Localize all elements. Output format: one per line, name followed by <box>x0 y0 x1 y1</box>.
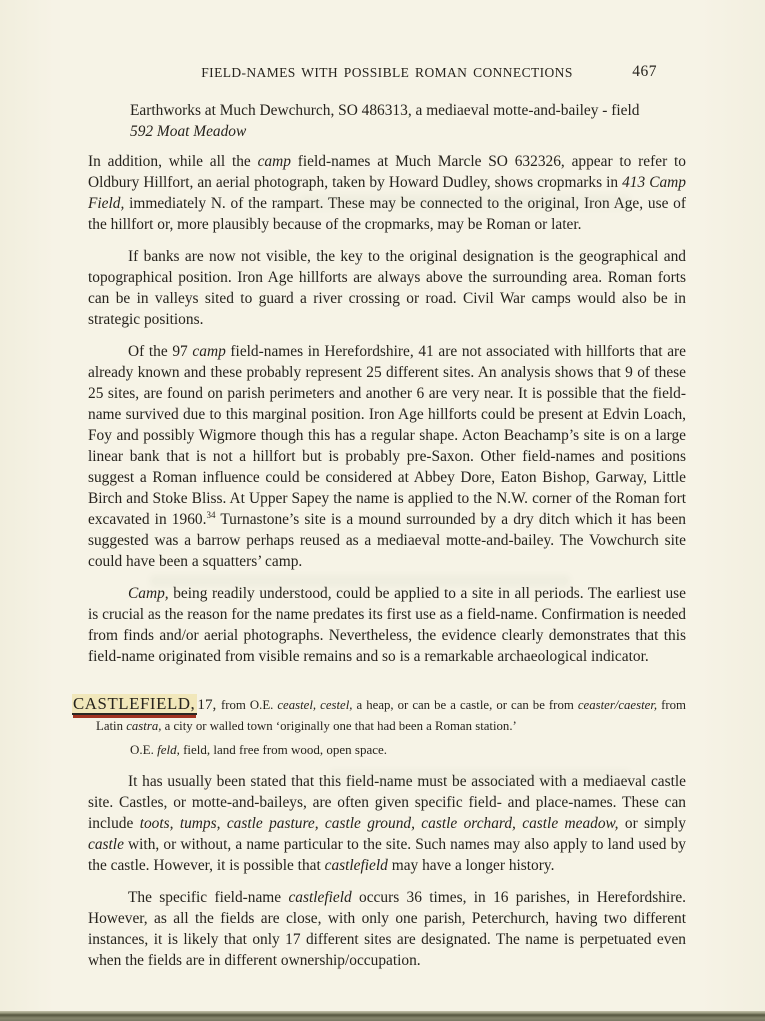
text-segment: In addition, while all the <box>88 153 258 170</box>
text-segment: castlefield <box>288 889 352 906</box>
paragraph <box>88 887 686 971</box>
block-quote <box>130 100 686 142</box>
entry-word: CASTLEFIELD, <box>73 694 196 713</box>
paragraph <box>88 341 686 572</box>
text-segment: from Latin <box>96 698 687 733</box>
text-segment: Turnastone’s site is a mound surrounded by a dry ditch which it has been suggested was a barrow perhaps reused as a mediaeval motte-and-bailey. The Vowchurch site could have been a squatters’ camp. <box>88 511 686 570</box>
text-segment: occurs 36 times, in 16 parishes, in Herefordshire. However, as all the fields are close, with only one parish, Peterchurch, having two different instances, it is likely that only 17 different sites are designated. The name is perpetuated even when the fields are in different ownership/occupation. <box>88 889 687 969</box>
text-segment: being readily understood, could be applied to a site in all periods. The earliest use is crucial as the reason for the name predates its first use as a field-name. Confirmation is needed from finds and/or aerial photographs. Nevertheless, the evidence clearly demonstrates that this field-name originated from visible remains and so is a remarkable archaeological indicator. <box>88 585 686 665</box>
entry-num: 17, <box>197 696 221 713</box>
text-segment: If banks are now not visible, the key to the original designation is the geographical and topographical position. Iron Age hillforts are always above the surrounding area. Roman forts can be in valleys sited to guard a river crossing or road. Civil War camps would also be in strategic positions. <box>88 248 686 328</box>
entry-heading <box>72 693 686 737</box>
text-segment: O.E. <box>130 742 158 757</box>
text-segment: or simply <box>618 815 687 832</box>
page-body <box>73 100 687 971</box>
etymology-note <box>130 740 686 759</box>
text-segment: may have a longer history. <box>387 857 555 874</box>
text-segment: castra, <box>126 719 162 733</box>
text-segment: ceaster/caester, <box>577 698 658 712</box>
text-segment: field-names at Much Marcle SO 632326, appear to refer to Oldbury Hillfort, an aerial photograph, taken by Howard Dudley, shows cropmarks in <box>88 153 686 191</box>
paragraph <box>88 151 686 235</box>
text-segment: 592 Moat Meadow <box>130 123 247 140</box>
footnote-reference: 34 <box>206 509 216 520</box>
text-segment: Camp, <box>128 585 169 602</box>
text-segment: field, land free from wood, open space. <box>179 742 388 757</box>
paragraph <box>88 583 686 667</box>
book-bottom-edge <box>0 1011 765 1021</box>
text-segment: from O.E. <box>220 698 278 712</box>
text-segment: The specific field-name <box>128 889 289 906</box>
text-segment: field-names in Herefordshire, 41 are not associated with hillforts that are already known and these probably represent 25 different sites. An analysis shows that 9 of these 25 sites, are found on parish perimeters and another 6 are very near. It is possible that the field-name survived due to this marginal position. Iron Age hillforts could be present at Edvin Loach, Foy and possibly Wigmore though this has a regular shape. Acton Beachamp’s site is on a large linear bank that is not a hillfort but is probably pre-Saxon. Other field-names and positions suggest a Roman influence could be considered at Abbey Dore, Eaton Bishop, Garway, Little Birch and Stoke Bliss. At Upper Sapey the name is applied to the N.W. corner of the Roman fort excavated in 1960. <box>88 343 686 528</box>
text-segment: camp <box>257 153 291 170</box>
text-segment: with, or without, a name particular to the site. Such names may also apply to land used by the castle. However, it is possible that <box>88 836 686 874</box>
text-segment: It has usually been stated that this field-name must be associated with a mediaeval castle site. Castles, or motte-and-baileys, are often given specific field- and place-names. These can include <box>88 773 686 832</box>
page-number: 467 <box>632 63 657 80</box>
text-segment: ceastel, cestel, <box>277 698 353 712</box>
paragraph <box>88 771 686 876</box>
text-segment: Of the 97 <box>128 343 193 360</box>
text-segment: feld, <box>157 742 180 757</box>
text-segment: camp <box>192 343 226 360</box>
running-header-title: FIELD-NAMES WITH POSSIBLE ROMAN CONNECTIONS <box>201 65 573 80</box>
text-segment: castle <box>88 836 124 853</box>
text-segment: castlefield <box>324 857 388 874</box>
running-header <box>88 64 686 82</box>
text-segment: immediately N. of the rampart. These may be connected to the original, Iron Age, use of the hillfort or, more plausibly because of the cropmarks, may be Roman or later. <box>88 195 686 233</box>
text-segment: Earthworks at Much Dewchurch, SO 486313, a mediaeval motte-and-bailey - field <box>130 102 640 119</box>
paragraph <box>88 246 686 330</box>
text-segment: a heap, or can be a castle, or can be from <box>352 698 578 712</box>
text-segment: 413 Camp Field, <box>88 174 686 212</box>
text-segment: a city or walled town ‘originally one that had been a Roman station.’ <box>161 719 517 733</box>
text-segment: toots, tumps, castle pasture, castle ground, castle orchard, castle meadow, <box>139 815 619 832</box>
